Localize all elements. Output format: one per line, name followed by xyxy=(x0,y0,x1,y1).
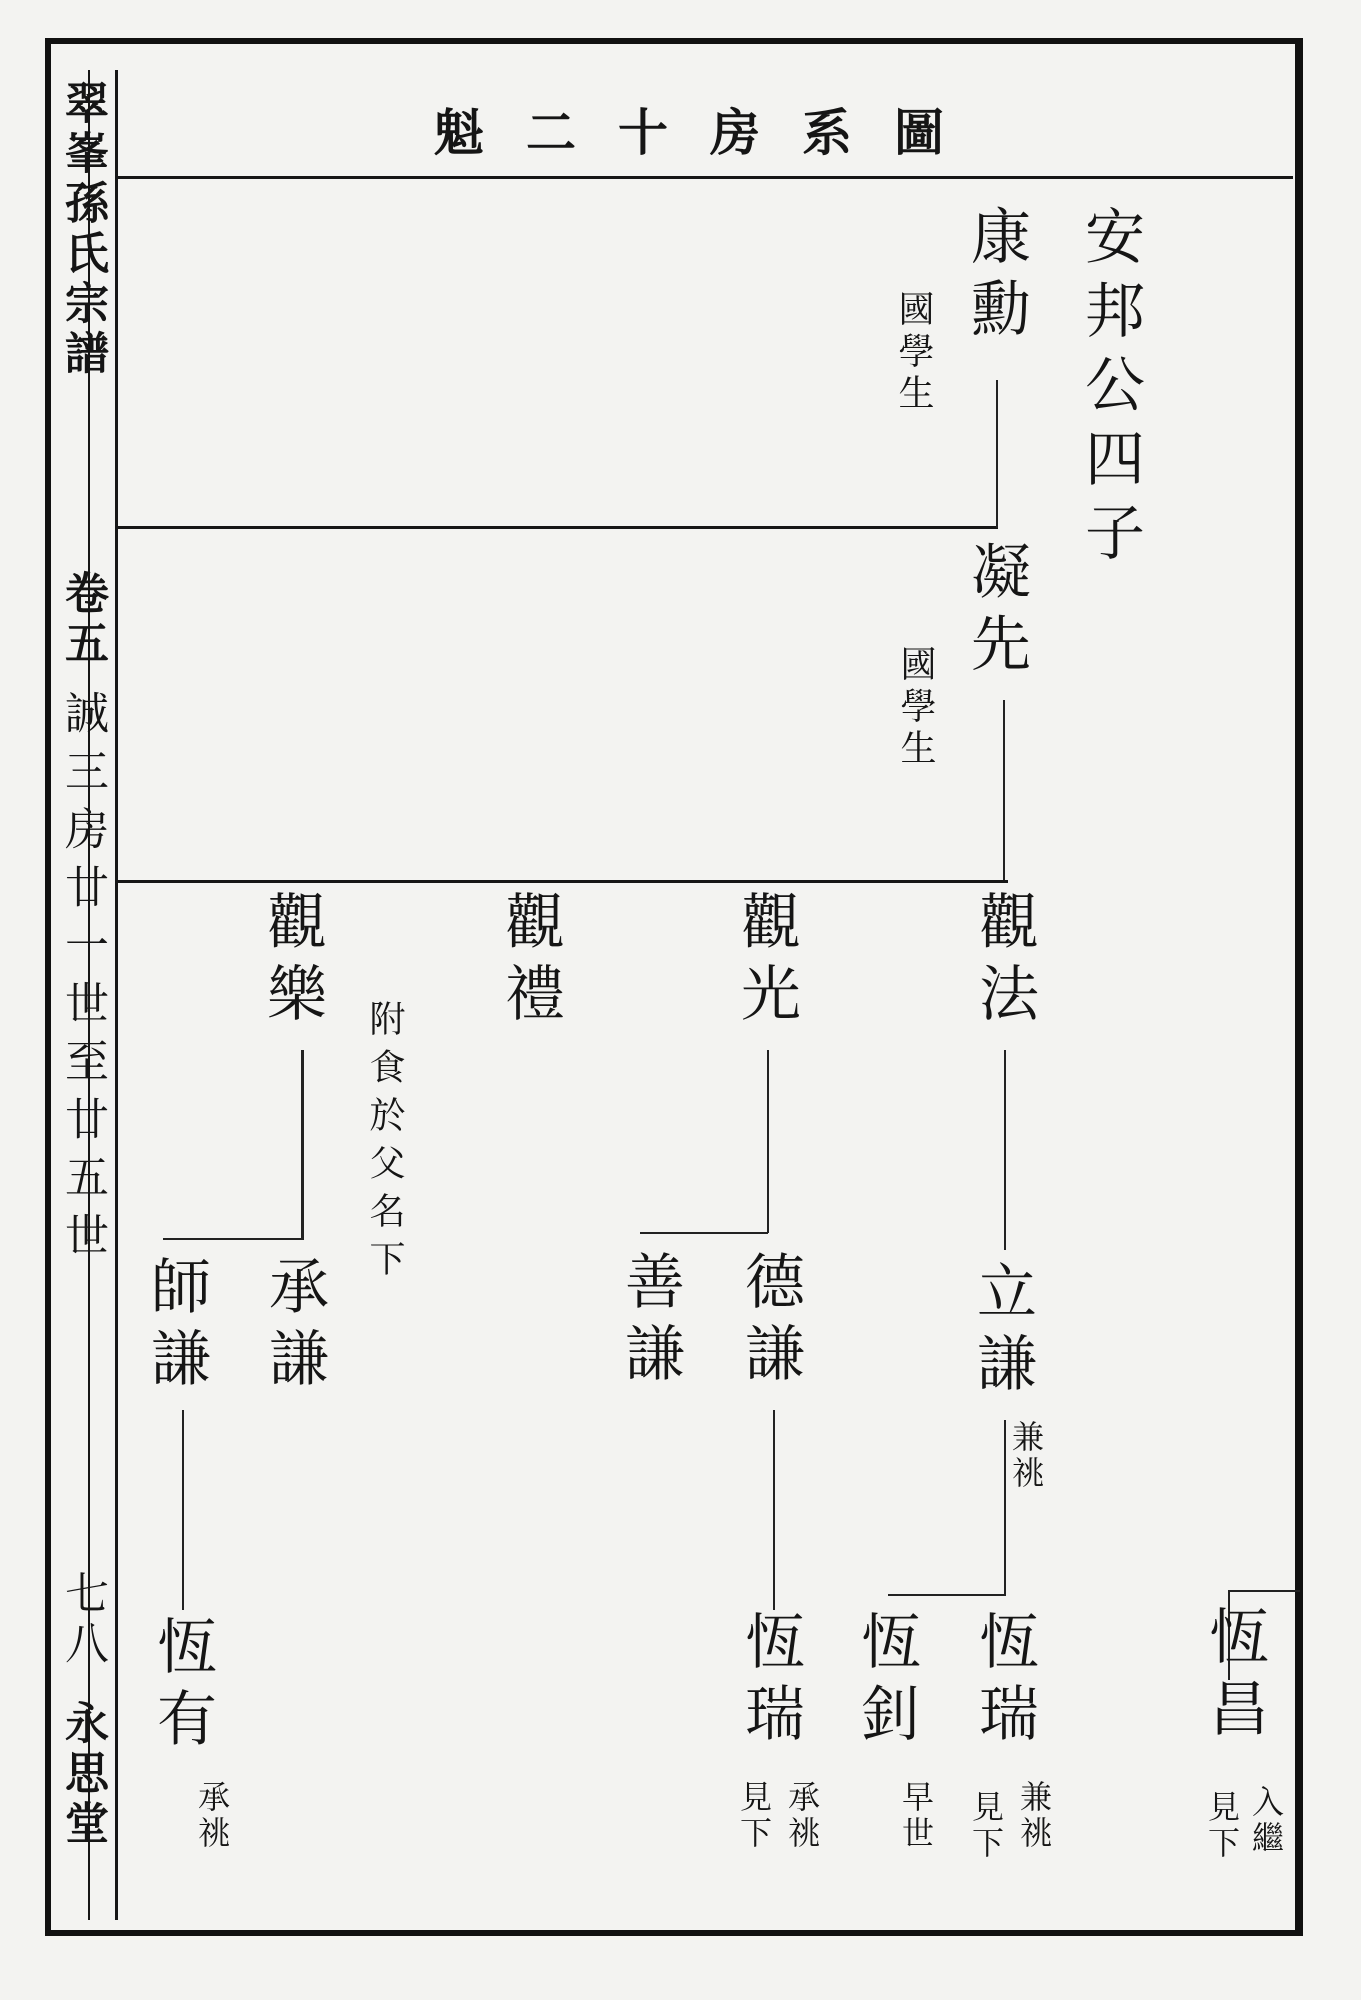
gen5-note-3a: 早世 xyxy=(897,1780,935,1852)
connector-gen3-4-branch xyxy=(163,1238,303,1240)
connector-gen4-5 xyxy=(182,1410,184,1610)
header-note: 安邦公四子 xyxy=(1075,205,1145,575)
connector-gen2 xyxy=(1003,700,1005,880)
gen5-name-4: 恆瑞 xyxy=(735,1610,805,1754)
gen3-name-2: 觀光 xyxy=(731,890,801,1034)
spine-hall-name: 永思堂 xyxy=(57,1700,108,1850)
connector-gen5-1-top xyxy=(1228,1590,1300,1592)
connector-gen3-4 xyxy=(301,1050,304,1240)
gen4-name-5: 師謙 xyxy=(141,1255,211,1399)
gen1-note: 國學生 xyxy=(893,290,934,416)
gen4-name-2: 德謙 xyxy=(735,1250,805,1394)
gen1-name: 康勳 xyxy=(961,205,1031,349)
gen3-name-3: 觀禮 xyxy=(495,890,565,1034)
gen2-note: 國學生 xyxy=(895,645,936,771)
spine-section: 誠三房廿一世至廿五世 xyxy=(57,690,108,1270)
connector-gen3-2-branch xyxy=(640,1232,768,1234)
gen5-note-4b: 見下 xyxy=(735,1780,773,1852)
title-rule xyxy=(118,176,1293,179)
gen5-note-5a: 承祧 xyxy=(193,1780,231,1852)
row-rule-1 xyxy=(118,526,998,529)
connector-gen3-2 xyxy=(767,1050,769,1233)
spine-book-title: 翠峯孫氏宗譜 xyxy=(57,80,108,380)
connector-gen4-1 xyxy=(1004,1420,1006,1595)
connector-gen4-2 xyxy=(773,1410,775,1610)
gen5-name-5: 恆有 xyxy=(147,1615,217,1759)
gen5-name-1: 恆昌 xyxy=(1199,1605,1269,1749)
gen4-name-1: 立謙 xyxy=(967,1260,1037,1404)
gen3-note-3: 附食於父名下 xyxy=(364,1000,405,1288)
spine-volume: 卷五 xyxy=(57,570,108,670)
connector-gen4-1-branch xyxy=(888,1594,1006,1596)
gen4-name-4: 承謙 xyxy=(259,1255,329,1399)
gen5-note-2a: 兼祧 xyxy=(1015,1780,1053,1852)
spine-divider xyxy=(115,70,118,1920)
connector-gen3-1 xyxy=(1004,1050,1006,1250)
gen4-note-1: 兼祧 xyxy=(1007,1420,1045,1492)
connector-gen1 xyxy=(996,380,998,528)
gen2-name: 凝先 xyxy=(961,540,1031,684)
gen5-name-2: 恆瑞 xyxy=(969,1610,1039,1754)
gen4-name-3: 善謙 xyxy=(615,1250,685,1394)
gen5-name-3: 恆釗 xyxy=(851,1610,921,1754)
row-rule-2 xyxy=(118,880,1008,883)
gen3-name-1: 觀法 xyxy=(969,890,1039,1034)
spine-page-number: 七八 xyxy=(57,1570,108,1670)
gen5-note-1b: 見下 xyxy=(1203,1790,1241,1862)
gen5-note-4a: 承祧 xyxy=(783,1780,821,1852)
page-title: 魁二十房系圖 xyxy=(434,103,986,162)
gen3-name-4: 觀樂 xyxy=(257,890,327,1034)
gen5-note-2b: 見下 xyxy=(967,1790,1005,1862)
gen5-note-1a: 入繼 xyxy=(1247,1785,1285,1857)
